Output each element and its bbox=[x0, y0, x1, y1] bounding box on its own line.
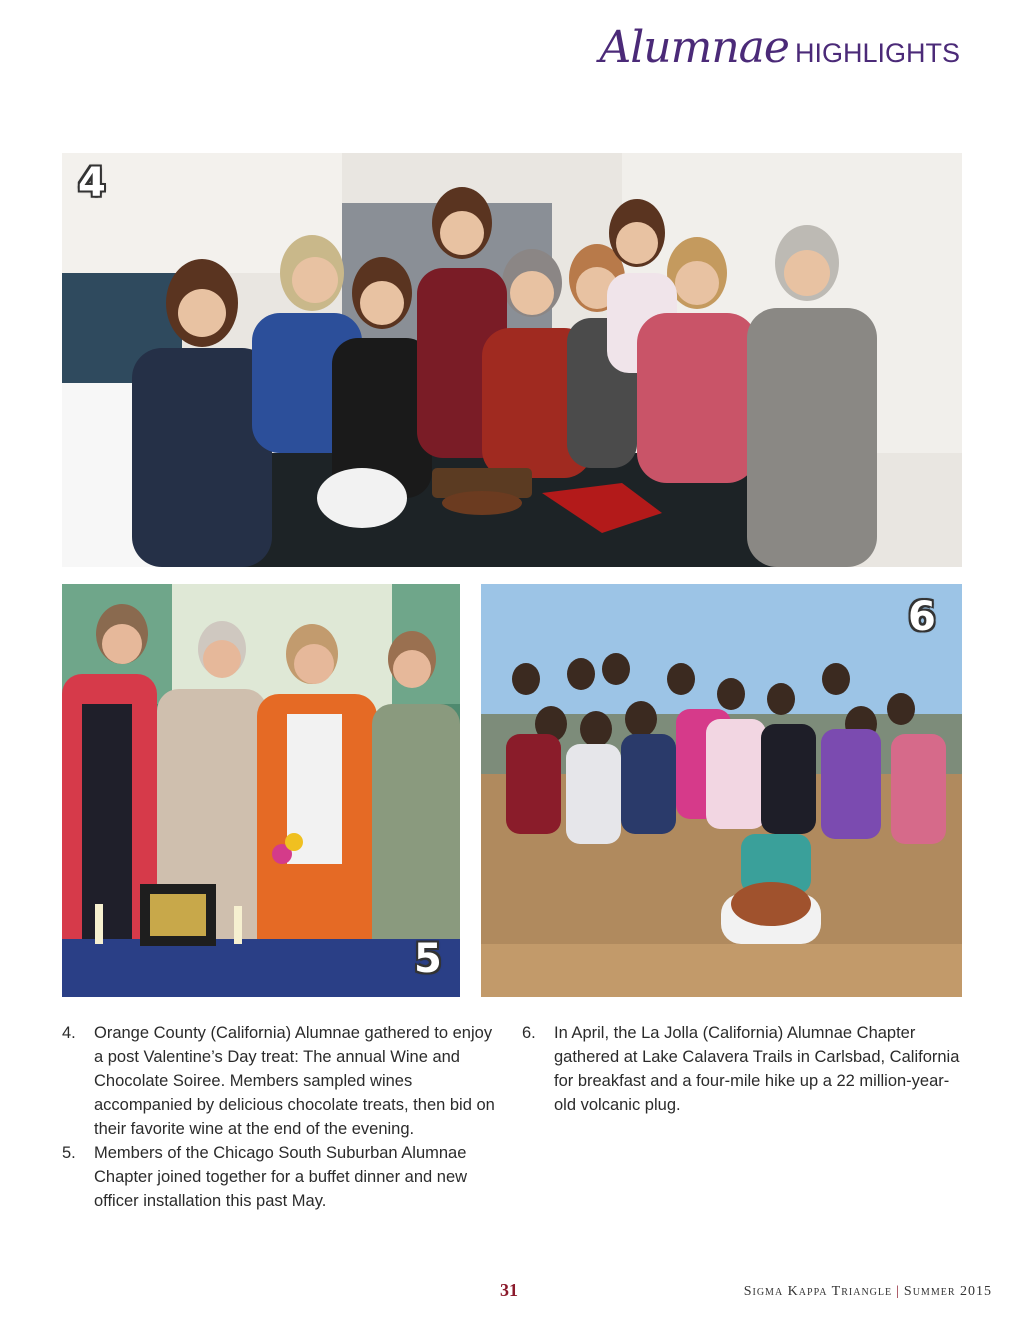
caption-item bbox=[62, 1021, 502, 1141]
photo-number-6: 6 bbox=[908, 594, 936, 640]
page-header bbox=[599, 22, 960, 73]
header-script-title: Alumnae bbox=[599, 22, 789, 73]
hiking-group-photo bbox=[481, 584, 962, 997]
caption-number: 5. bbox=[62, 1144, 76, 1162]
publication-name: Sigma Kappa Triangle bbox=[743, 1284, 893, 1299]
footer-separator: | bbox=[896, 1284, 900, 1299]
page-number: 31 bbox=[500, 1280, 518, 1300]
caption-text: Orange County (California) Alumnae gathered to enjoy a post Valentine’s Day treat: The annual Wine and Chocolate Soiree. Members sampled wines accompanied by delicious chocolate treats, then bid on their favorite wine at the end of the evening. bbox=[94, 1024, 495, 1138]
issue-name: Summer 2015 bbox=[903, 1284, 992, 1299]
caption-text: In April, the La Jolla (California) Alumnae Chapter gathered at Lake Calavera Trails in Carlsbad, California for breakfast and a four-mile hike up a 22 million-year-old volcanic plug. bbox=[554, 1024, 960, 1114]
kitchen-group-photo bbox=[62, 153, 962, 567]
publication-footer bbox=[744, 1284, 992, 1300]
photo-number-4: 4 bbox=[78, 160, 106, 206]
caption-number: 6. bbox=[522, 1024, 536, 1042]
photo-number-5: 5 bbox=[414, 936, 442, 982]
caption-text: Members of the Chicago South Suburban Alumnae Chapter joined together for a buffet dinner and new officer installation this past May. bbox=[94, 1144, 468, 1210]
header-caps-title: HIGHLIGHTS bbox=[794, 38, 960, 68]
caption-number: 4. bbox=[62, 1024, 76, 1042]
caption-column-left bbox=[62, 1021, 502, 1213]
caption-item bbox=[522, 1021, 962, 1117]
caption-column-right bbox=[522, 1021, 962, 1117]
dinner-group-photo bbox=[62, 584, 460, 997]
caption-item bbox=[62, 1141, 502, 1213]
